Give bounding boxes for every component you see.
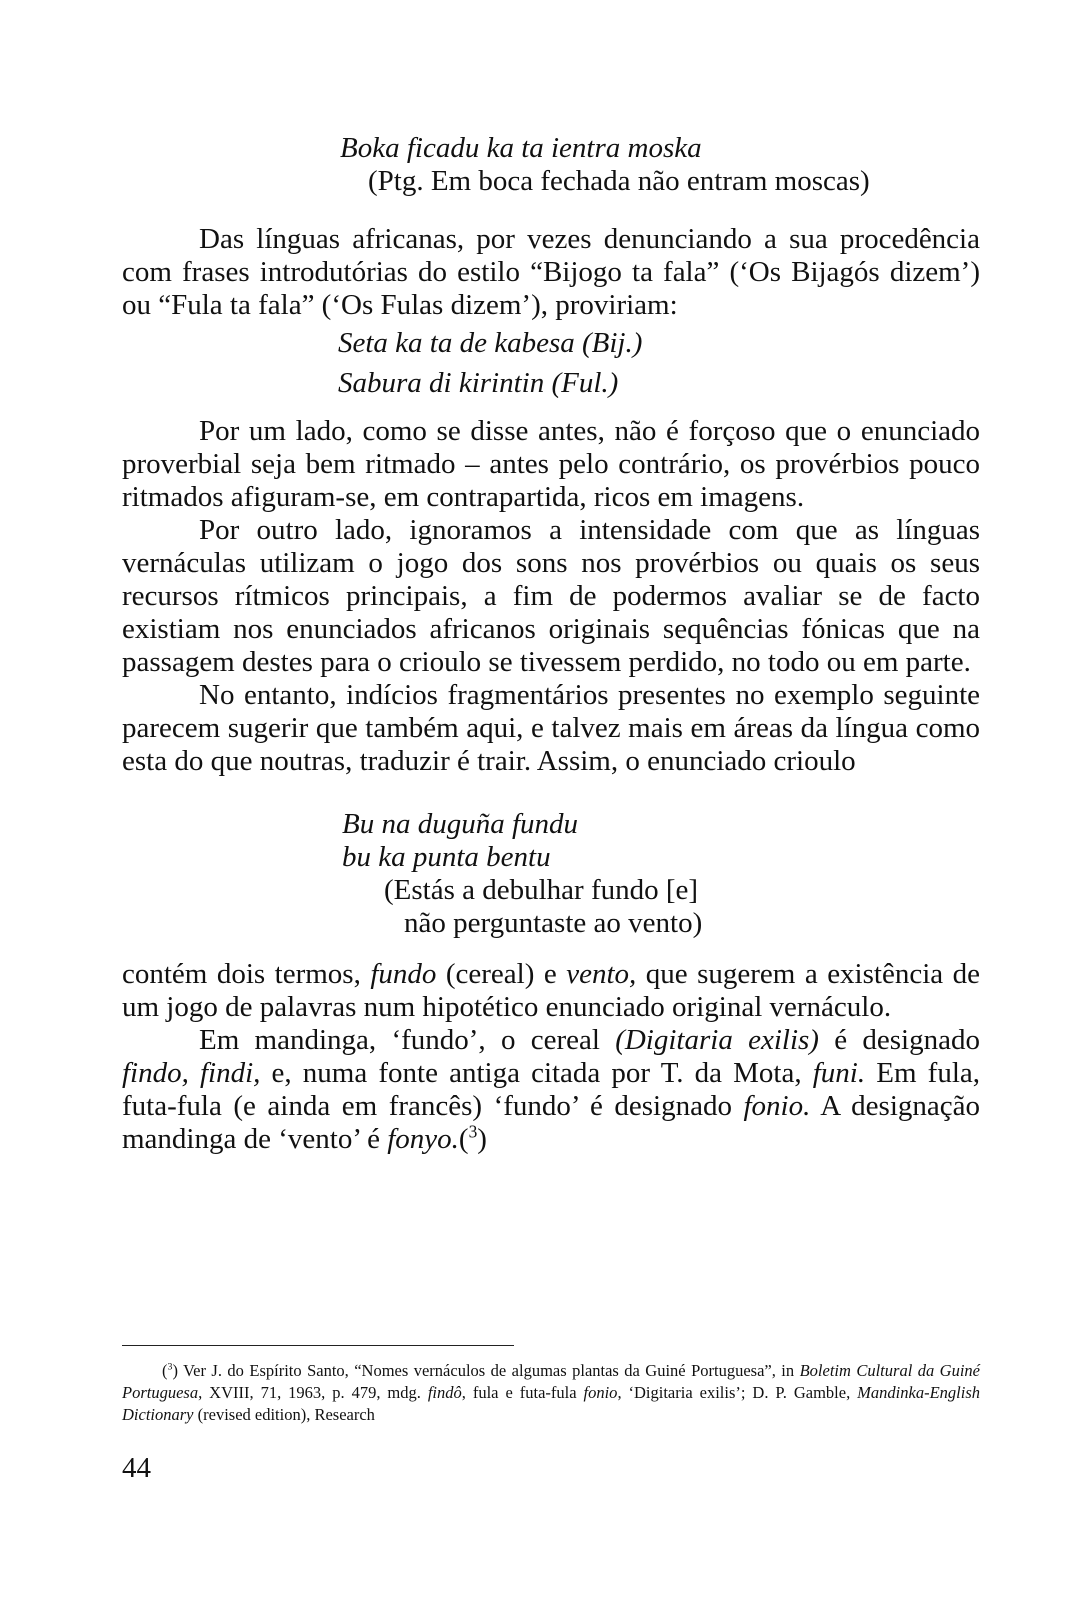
text-run: Em fula, futa-fula (e ainda em francês) ‘fundo’ é designado [122, 1057, 980, 1122]
term-fonyo: fonyo. [387, 1123, 459, 1155]
footnote-term-fonio: fonio [583, 1383, 618, 1402]
footnote-reference[interactable]: 3 [468, 1121, 478, 1142]
footnote-divider [122, 1345, 514, 1346]
text-run: , XVIII, 71, 1963, p. 479, mdg. [198, 1383, 428, 1402]
text-run: , ‘Digitaria exilis’; D. P. Gamble, [617, 1383, 858, 1402]
page-number: 44 [122, 1452, 151, 1484]
term-funi: funi. [812, 1057, 866, 1089]
proverb-translation: (Ptg. Em boca fechada não entram moscas) [368, 165, 870, 197]
term-fonio: fonio. [743, 1090, 811, 1122]
term-vento: vento, [566, 958, 637, 990]
page-body [122, 132, 980, 1156]
example-fula: Sabura di kirintin (Ful.) [338, 367, 619, 399]
footnote [122, 1360, 980, 1426]
footnote-dictionary: Mandinka-English Dictionary [122, 1383, 980, 1424]
proverb-line-2: bu ka punta bentu [342, 841, 551, 873]
paragraph-fragments: No entanto, indícios fragmentários presentes no exemplo seguinte parecem sugerir que também aqui, e talvez mais em áreas da língua como esta do que noutras, traduzir é trair. Assim, o enunciado crioulo [122, 679, 980, 777]
footnote-close: ) [172, 1361, 178, 1380]
proverb-block [122, 808, 980, 940]
proverb-translation-2: não perguntaste ao vento) [404, 907, 703, 939]
paragraph-mandinga [122, 1024, 980, 1156]
text-run: ) [477, 1123, 487, 1155]
text-run: contém dois termos, [122, 958, 371, 990]
term-findo: findo, findi, [122, 1057, 261, 1089]
paragraph-rhythm: Por um lado, como se disse antes, não é forçoso que o enunciado proverbial seja bem ritmado – antes pelo contrário, os provérbios pouco ritmados afiguram-se, em contrapartida, ricos em imagens. [122, 415, 980, 513]
text-run: que sugerem a existência de um jogo de palavras num hipotético enunciado original vernáculo. [122, 958, 980, 1023]
proverb-translation-1: (Estás a debulhar fundo [e] [384, 874, 699, 906]
footnote-term-findo: findô [427, 1383, 462, 1402]
text-run: e, numa fonte antiga citada por T. da Mota, [260, 1057, 813, 1089]
paragraph-sounds: Por outro lado, ignoramos a intensidade com que as línguas vernáculas utilizam o jogo dos sons nos provérbios ou quais os seus recursos rítmicos principais, a fim de podermos avaliar se de facto existiam nos enunciados africanos originais sequências fónicas que na passagem destes para o crioulo se tivessem perdido, no todo ou em parte. [122, 514, 980, 678]
text-run: (cereal) e [436, 958, 567, 990]
text-run: ( [458, 1123, 469, 1155]
text-run: A designação mandinga de ‘vento’ é [122, 1090, 980, 1155]
footnote-open: ( [162, 1361, 168, 1380]
proverb-crioulo: Boka ficadu ka ta ientra moska [340, 132, 702, 164]
footnote-journal: Boletim Cultural da Guiné Portuguesa [122, 1361, 980, 1402]
term-digitaria: (Digitaria exilis) [615, 1024, 819, 1056]
proverb-line-1: Bu na duguña fundu [342, 808, 579, 840]
footnote-mark: 3 [167, 1361, 173, 1373]
text-run: (revised edition), Research [193, 1405, 375, 1424]
text-run: Em mandinga, ‘fundo’, o cereal [199, 1024, 616, 1056]
example-bijago: Seta ka ta de kabesa (Bij.) [338, 327, 643, 359]
paragraph-languages: Das línguas africanas, por vezes denunciando a sua procedência com frases introdutórias do estilo “Bijogo ta fala” (‘Os Bijagós dizem’) ou “Fula ta fala” (‘Os Fulas dizem’), proviriam: [122, 223, 980, 321]
text-run: é designado [818, 1024, 980, 1056]
term-fundo: fundo [370, 958, 437, 990]
paragraph-terms [122, 958, 980, 1024]
text-run: Ver J. do Espírito Santo, “Nomes vernáculos de algumas plantas da Guiné Portuguesa”, in [177, 1361, 800, 1380]
text-run: , fula e futa-fula [461, 1383, 584, 1402]
